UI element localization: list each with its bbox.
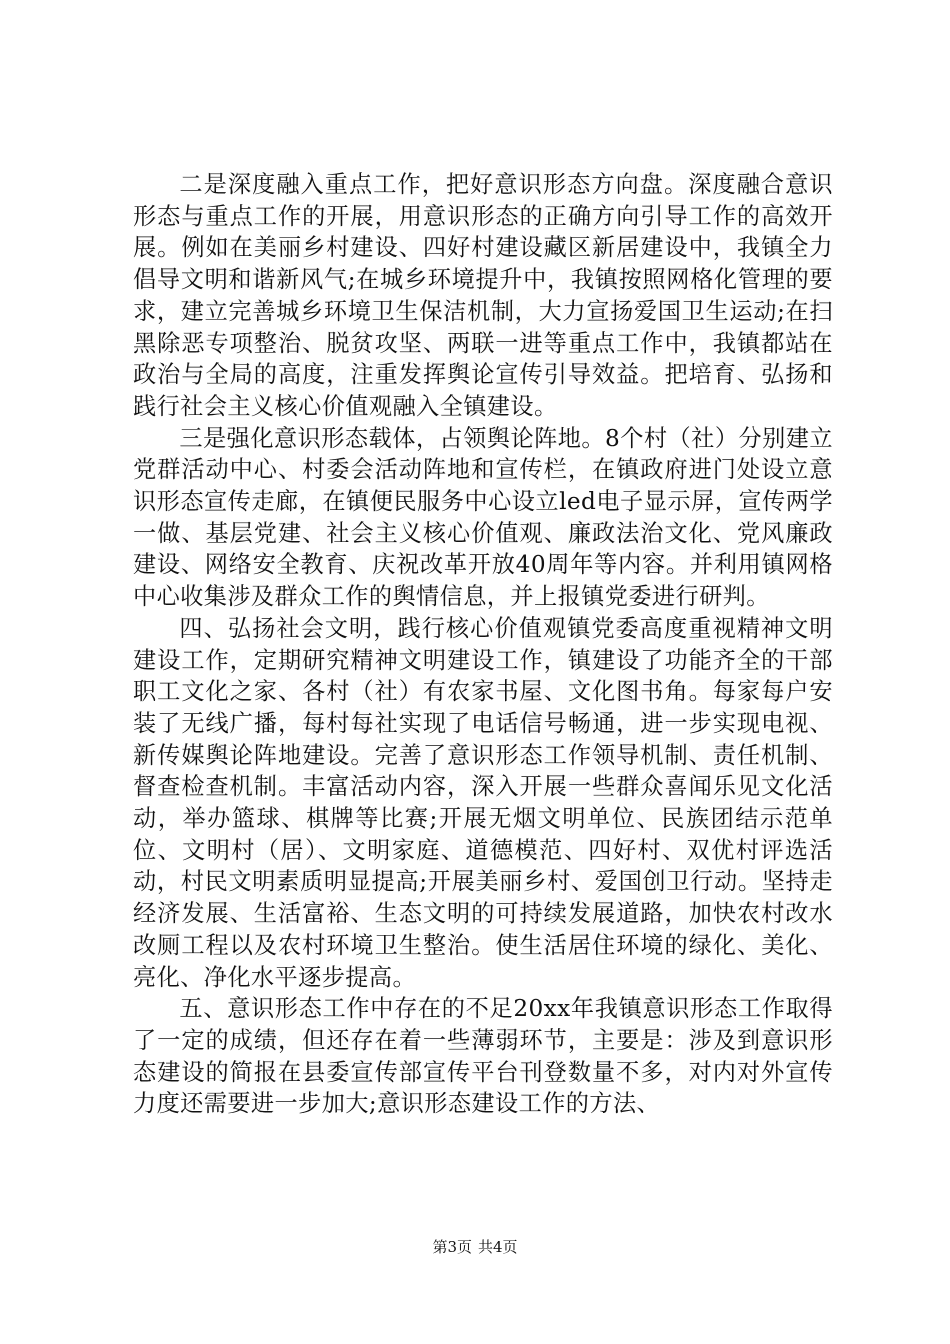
paragraph-shortcomings: 五、意识形态工作中存在的不足20xx年我镇意识形态工作取得了一定的成绩，但还存在着一些薄弱环节，主要是：涉及到意识形态建设的简报在县委宣传部宣传平台刊登数量不多，对内对外宣传力度还需要进一步加大;意识形态建设工作的方法、 [133, 995, 833, 1118]
page-number-total: 共4页 [478, 1238, 518, 1256]
paragraph-key-work: 二是深度融入重点工作，把好意识形态方向盘。深度融合意识形态与重点工作的开展，用意识形态的正确方向引导工作的高效开展。例如在美丽乡村建设、四好村建设藏区新居建设中，我镇全力倡导文明和谐新风气;在城乡环境提升中，我镇按照网格化管理的要求，建立完善城乡环境卫生保洁机制，大力宣扬爱国卫生运动;在扫黑除恶专项整治、脱贫攻坚、两联一进等重点工作中，我镇都站在政治与全局的高度，注重发挥舆论宣传引导效益。把培育、弘扬和践行社会主义核心价值观融入全镇建设。 [133, 171, 833, 420]
page-footer [0, 1236, 950, 1257]
paragraph-social-civilization: 四、弘扬社会文明，践行核心价值观镇党委高度重视精神文明建设工作，定期研究精神文明建设工作，镇建设了功能齐全的干部职工文化之家、各村（社）有农家书屋、文化图书角。每家每户安装了无线广播，每村每社实现了电话信号畅通，进一步实现电视、新传媒舆论阵地建设。完善了意识形态工作领导机制、责任机制、督查检查机制。丰富活动内容，深入开展一些群众喜闻乐见文化活动，举办篮球、棋牌等比赛;开展无烟文明单位、民族团结示范单位、文明村（居）、文明家庭、道德模范、四好村、双优村评选活动，村民文明素质明显提高;开展美丽乡村、爱国创卫行动。坚持走经济发展、生活富裕、生态文明的可持续发展道路，加快农村改水改厕工程以及农村环境卫生整治。使生活居住环境的绿化、美化、亮化、净化水平逐步提高。 [133, 614, 833, 991]
paragraph-ideology-carrier: 三是强化意识形态载体，占领舆论阵地。8个村（社）分别建立党群活动中心、村委会活动阵地和宣传栏，在镇政府进门处设立意识形态宣传走廊，在镇便民服务中心设立led电子显示屏，宣传两学一做、基层党建、社会主义核心价值观、廉政法治文化、党风廉政建设、网络安全教育、庆祝改革开放40周年等内容。并利用镇网格中心收集涉及群众工作的舆情信息，并上报镇党委进行研判。 [133, 424, 833, 611]
document-body [133, 169, 833, 1120]
page-number-current: 第3页 [432, 1238, 472, 1256]
